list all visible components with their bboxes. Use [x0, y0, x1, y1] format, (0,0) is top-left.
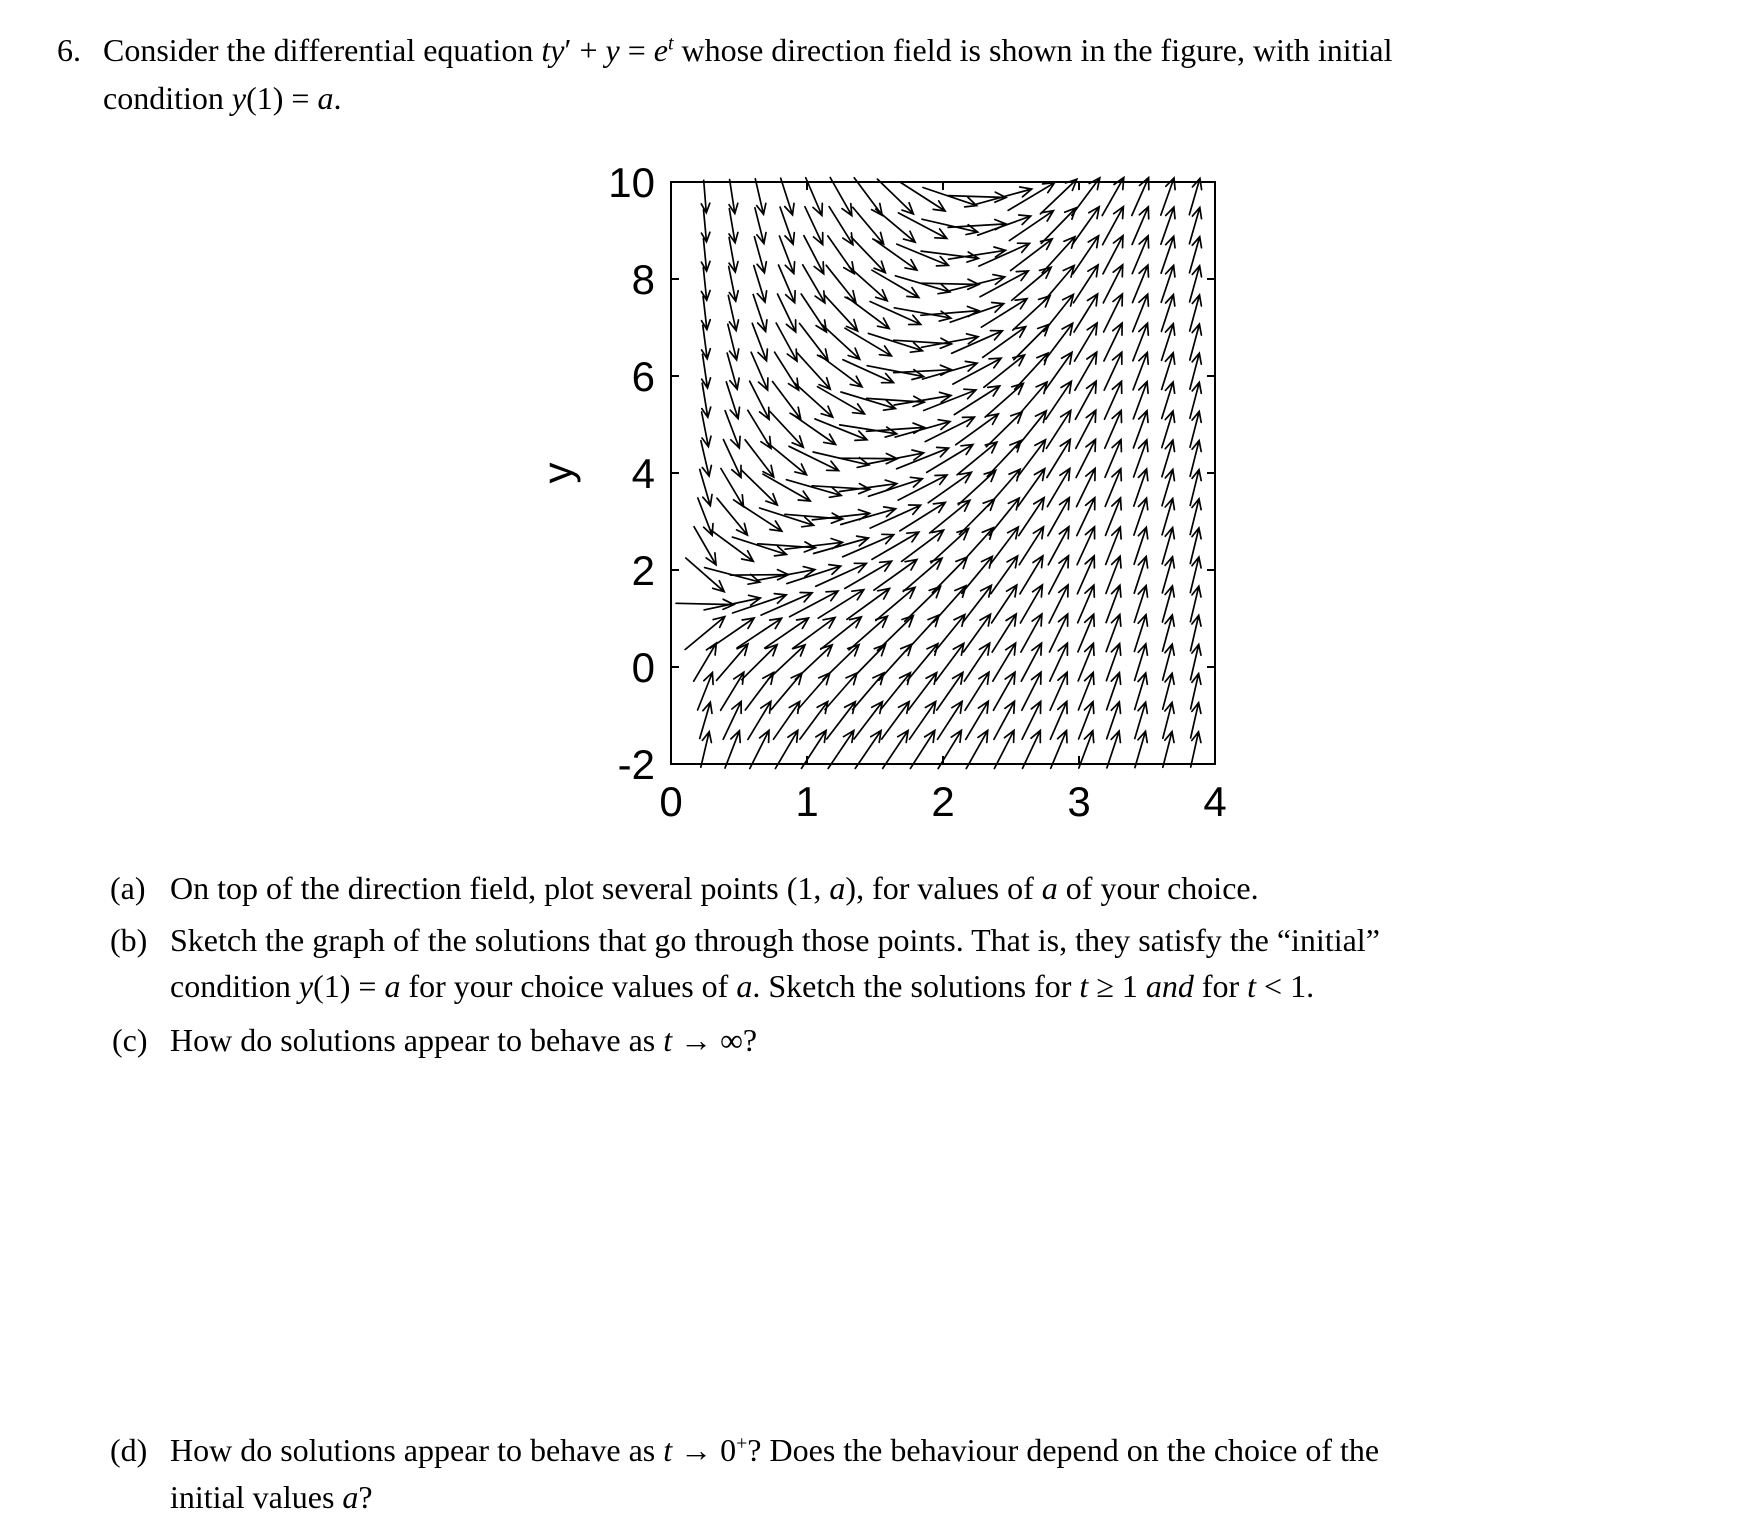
x-tick-label: 2: [931, 778, 955, 825]
item-d-text-line1: How do solutions appear to behave as t → 0+? Does the behaviour depend on the choice of the: [170, 1432, 1380, 1468]
item-b-text-line2: condition y(1) = a for your choice values of a. Sketch the solutions for t ≥ 1 and for t < 1.: [170, 968, 1315, 1004]
y-tick-label: 8: [631, 256, 655, 303]
x-tick-label: 3: [1067, 778, 1091, 825]
item-d-label: (d): [110, 1432, 148, 1468]
problem-number: 6.: [57, 32, 81, 68]
item-d-text-line2: initial values a?: [170, 1479, 373, 1515]
y-tick-label: -2: [617, 741, 655, 788]
y-tick-label: 10: [608, 159, 655, 206]
direction-field-figure: [460, 150, 1280, 850]
y-tick-label: 6: [631, 353, 655, 400]
problem-text-line1: Consider the differential equation $ty' + y = e^t$ whose direction field is shown in the figure, with initial: [103, 32, 1393, 68]
y-axis-ticks: [608, 159, 1215, 788]
direction-field-plot: [460, 150, 1280, 850]
item-c-label: (c): [112, 1022, 148, 1058]
item-b-text-line1: Sketch the graph of the solutions that go through those points. That is, they satisfy the “initial”: [170, 922, 1380, 958]
x-tick-label: 4: [1203, 778, 1227, 825]
y-tick-label: 4: [631, 450, 655, 497]
y-tick-label: 0: [631, 644, 655, 691]
x-tick-label: 1: [795, 778, 819, 825]
item-a-text: On top of the direction field, plot several points (1, a), for values of a of your choice.: [170, 870, 1259, 906]
x-tick-label: 0: [659, 778, 683, 825]
item-a-label: (a): [110, 870, 146, 906]
problem-text-line2: condition y(1) = a.: [103, 80, 342, 116]
quiver-arrows: [676, 178, 1202, 769]
item-b-label: (b): [110, 922, 148, 958]
y-tick-label: 2: [631, 547, 655, 594]
item-c-text: How do solutions appear to behave as t → ∞?: [170, 1022, 758, 1058]
y-axis-label: y: [534, 462, 581, 484]
